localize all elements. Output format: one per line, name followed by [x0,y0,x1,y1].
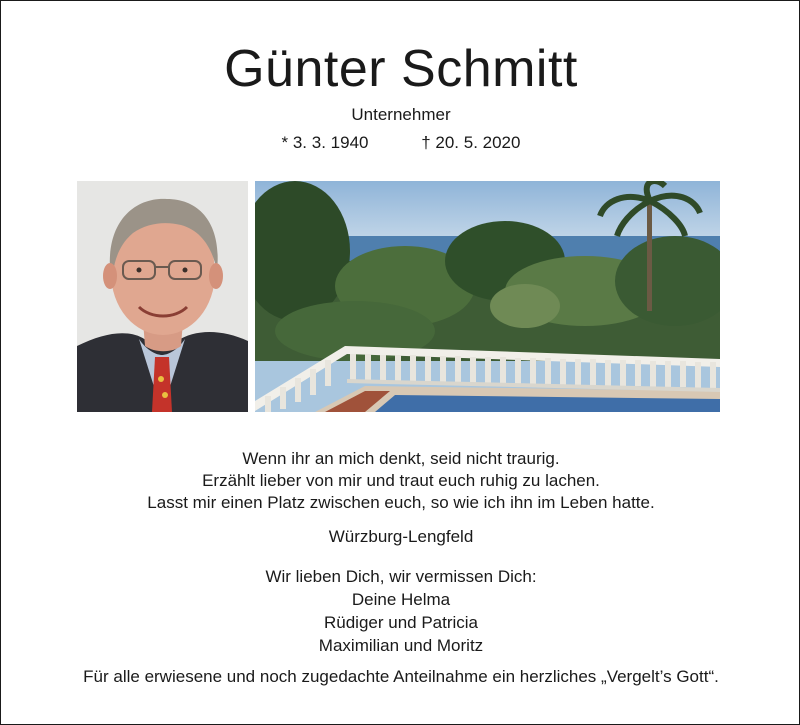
deceased-name: Günter Schmitt [224,40,578,98]
family-member: Rüdiger und Patricia [323,613,479,632]
landscape-photo [255,181,720,412]
family-member: Deine Helma [351,590,451,609]
occupation: Unternehmer [351,105,451,124]
birth-date: * 3. 3. 1940 [281,133,369,152]
thanks-note: Für alle erwiesene und noch zugedachte Anteilnahme ein herzliches „Vergelt’s Gott“. [83,667,719,686]
place-name: Würzburg-Lengfeld [328,527,474,546]
verse-line: Erzählt lieber von mir und traut euch ruhig zu lachen. [202,471,600,490]
verse-line: Wenn ihr an mich denkt, seid nicht traurig. [242,449,560,468]
family-signature [1,565,800,657]
family-member: Maximilian und Moritz [318,636,484,655]
life-dates [1,132,800,154]
death-date: † 20. 5. 2020 [421,133,521,152]
portrait-photo [77,181,248,412]
verse-line: Lasst mir einen Platz zwischen euch, so wie ich ihn im Leben hatte. [147,493,655,512]
memorial-verse [1,448,800,514]
family-intro: Wir lieben Dich, wir vermissen Dich: [265,567,537,586]
